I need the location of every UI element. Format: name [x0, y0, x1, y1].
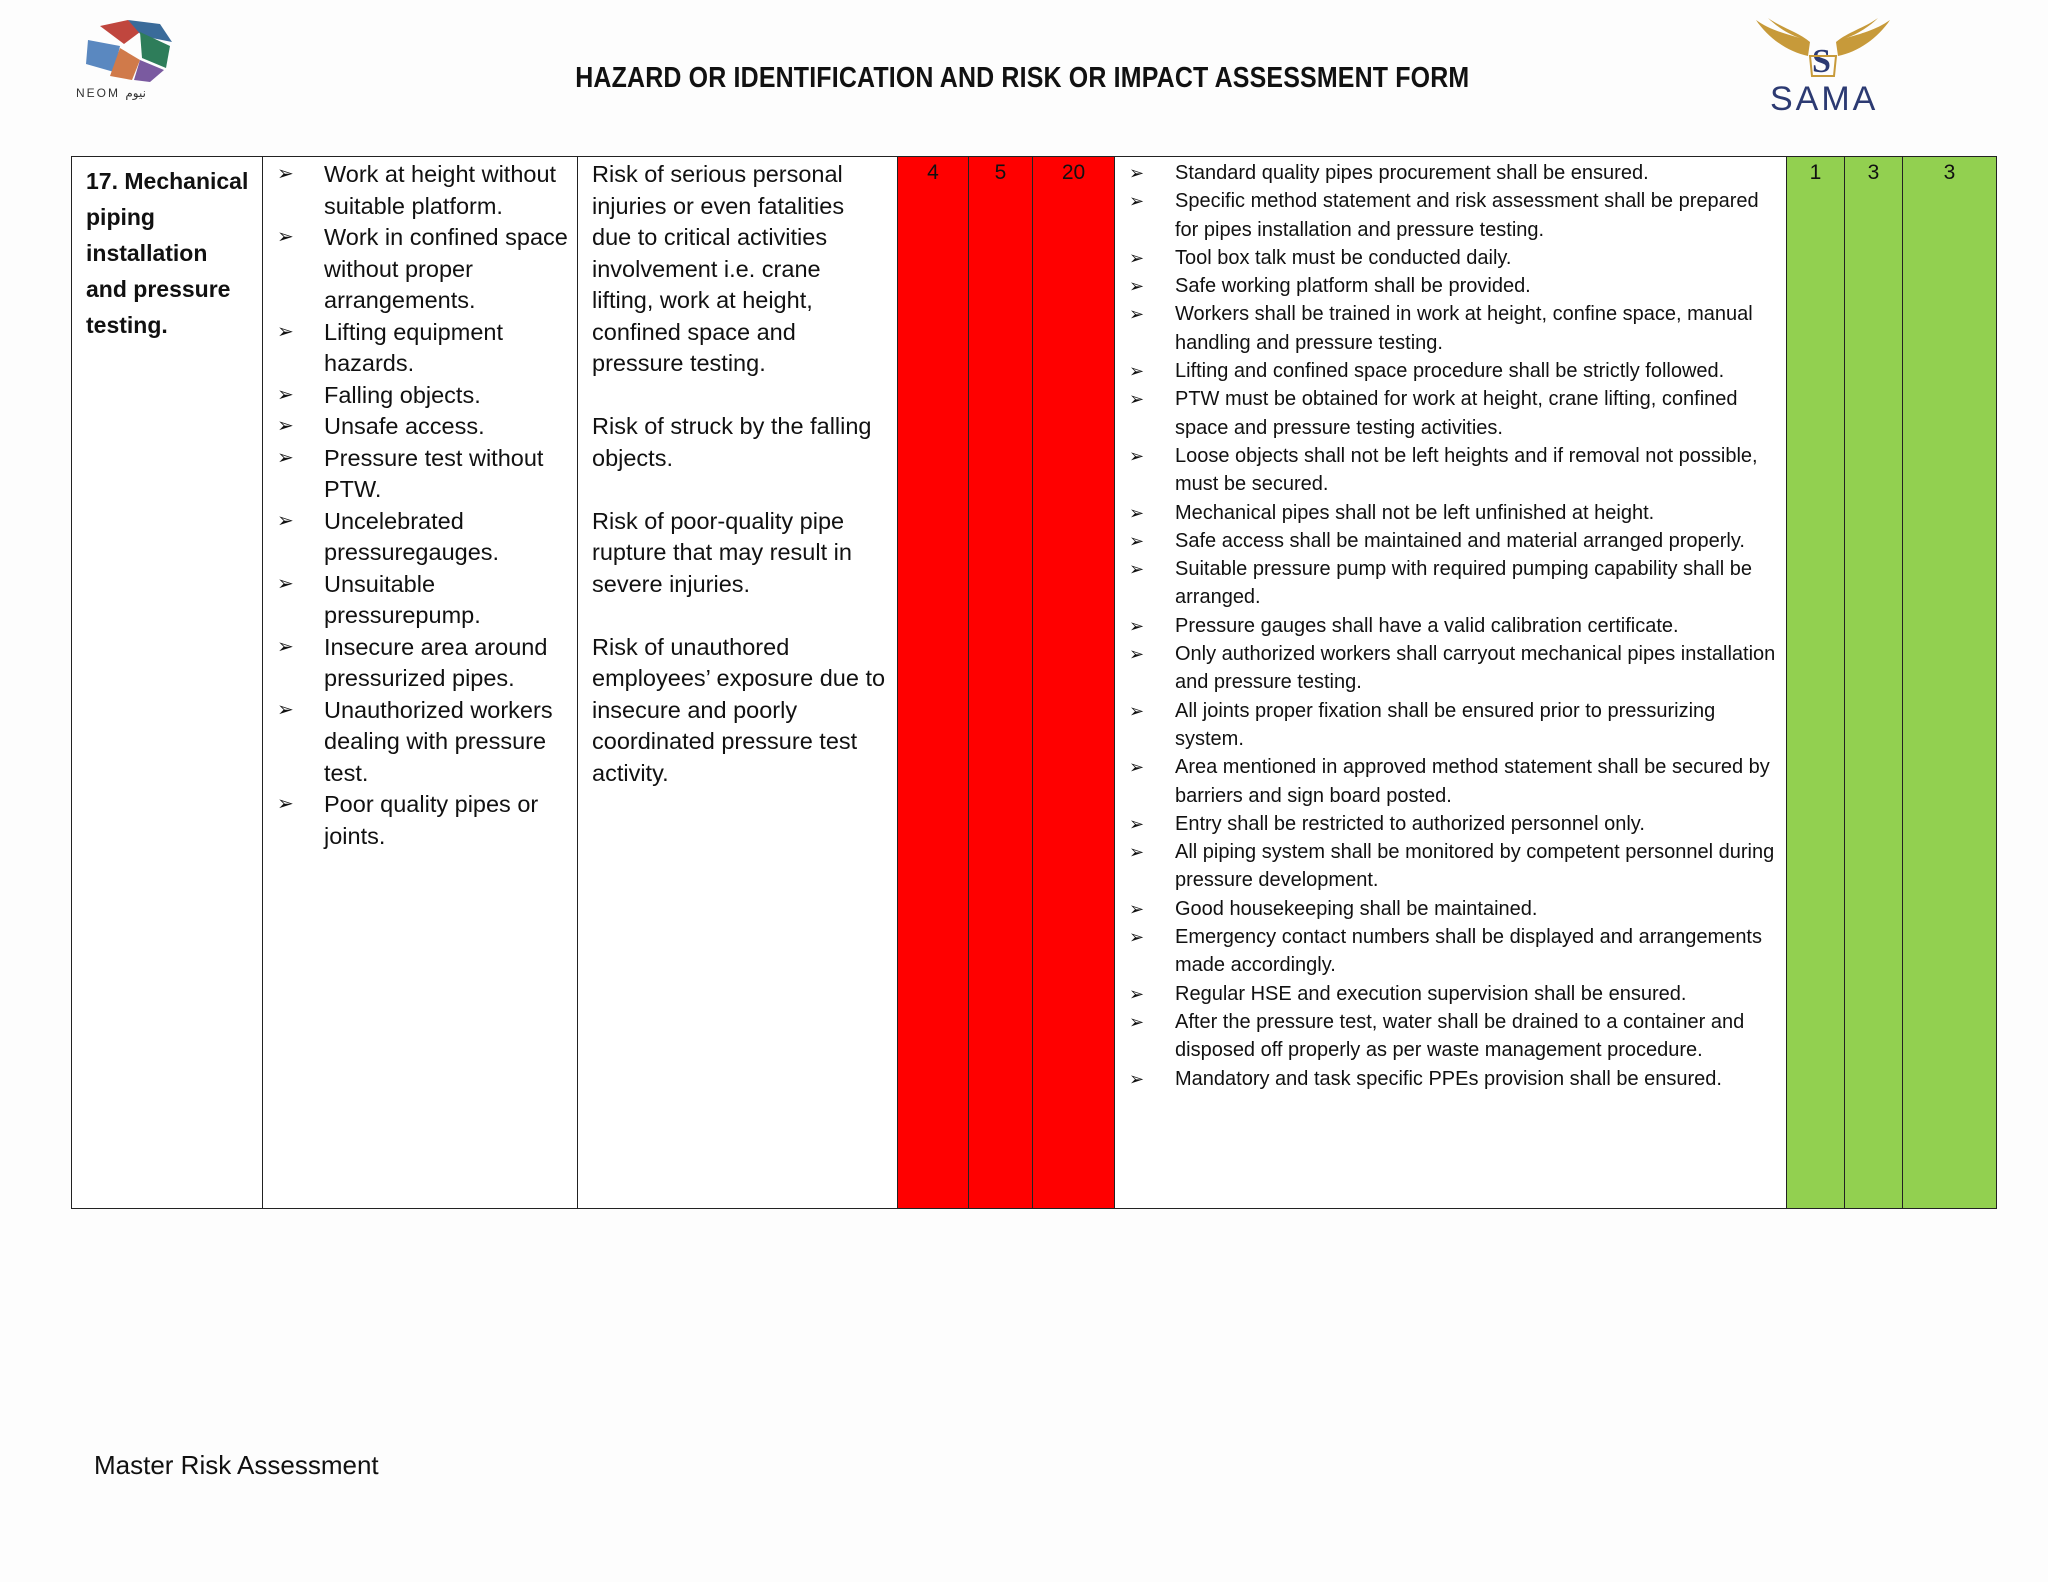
arrow-bullet-icon: ➢	[1129, 276, 1145, 297]
arrow-bullet-icon: ➢	[1129, 304, 1145, 325]
risk-item: Risk of poor-quality pipe rupture that may result in severe injuries.	[592, 507, 852, 597]
arrow-bullet-icon: ➢	[1129, 644, 1145, 665]
controls-cell	[1115, 157, 1787, 1209]
control-item-text: After the pressure test, water shall be drained to a container and disposed off properly as per waste management procedure.	[1175, 1010, 1745, 1062]
hazard-item-text: Unauthorized workers dealing with pressure test.	[324, 696, 553, 786]
arrow-bullet-icon: ➢	[277, 793, 294, 815]
arrow-bullet-icon: ➢	[277, 415, 294, 437]
control-item-text: Good housekeeping shall be maintained.	[1175, 897, 1538, 920]
arrow-bullet-icon: ➢	[1129, 842, 1145, 863]
control-item	[1129, 300, 1778, 357]
control-item	[1129, 697, 1778, 754]
control-item-text: Loose objects shall not be left heights and if removal not possible, must be secured.	[1175, 444, 1758, 496]
control-item-text: Only authorized workers shall carryout mechanical pipes installation and pressure testing.	[1175, 643, 1776, 694]
arrow-bullet-icon: ➢	[1129, 530, 1145, 551]
hazard-item	[277, 789, 571, 852]
arrow-bullet-icon: ➢	[277, 320, 294, 343]
svg-text:S: S	[1812, 43, 1831, 80]
arrow-bullet-icon: ➢	[1129, 559, 1145, 580]
arrow-bullet-icon: ➢	[277, 635, 294, 658]
hazard-item	[277, 317, 571, 380]
hazard-item-text: Work in confined space without proper arrangements.	[324, 224, 568, 313]
hazard-item	[277, 159, 571, 222]
control-item-text: Mechanical pipes shall not be left unfinished at height.	[1175, 501, 1655, 524]
activity-text: 17. Mechanical piping installation and pressure testing.	[86, 168, 249, 338]
hazard-item	[277, 443, 571, 506]
arrow-bullet-icon: ➢	[1129, 163, 1145, 183]
sama-logo-text: SAMA	[1770, 80, 1879, 118]
control-item	[1129, 527, 1778, 555]
control-item	[1129, 272, 1778, 300]
control-item	[1129, 980, 1778, 1008]
arrow-bullet-icon: ➢	[277, 572, 294, 595]
hazard-item-text: Unsafe access.	[324, 413, 485, 439]
residual-likelihood-cell: 1	[1787, 157, 1845, 1209]
control-item	[1129, 159, 1778, 187]
control-item-text: Suitable pressure pump with required pumping capability shall be arranged.	[1175, 558, 1752, 609]
risk-assessment-table	[71, 156, 1997, 1209]
arrow-bullet-icon: ➢	[1129, 247, 1145, 268]
risk-item: Risk of serious personal injuries or even fatalities due to critical activities involvement i.e. crane lifting, work at height, confined space and pressure testing.	[592, 161, 845, 376]
arrow-bullet-icon: ➢	[1129, 700, 1145, 721]
hazard-item	[277, 411, 571, 443]
initial-likelihood-cell: 4	[898, 157, 969, 1209]
control-item-text: Lifting and confined space procedure shall be strictly followed.	[1175, 360, 1725, 383]
initial-rating-cell: 20	[1033, 157, 1115, 1209]
footer-text: Master Risk Assessment	[94, 1450, 379, 1480]
arrow-bullet-icon: ➢	[1129, 983, 1145, 1004]
hazard-item-text: Uncelebrated pressuregauges.	[324, 507, 500, 565]
residual-severity-cell: 3	[1845, 157, 1903, 1209]
arrow-bullet-icon: ➢	[277, 698, 294, 721]
table-row	[72, 157, 1997, 1209]
risk-list	[592, 159, 887, 789]
control-item-text: Tool box talk must be conducted daily.	[1175, 246, 1512, 269]
control-item	[1129, 895, 1778, 923]
hazard-item	[277, 695, 571, 790]
control-item	[1129, 810, 1778, 838]
document-title: HAZARD OR IDENTIFICATION AND RISK OR IMPACT ASSESSMENT FORM	[575, 62, 1470, 94]
control-item	[1129, 1008, 1778, 1065]
control-item-text: Safe access shall be maintained and material arranged properly.	[1175, 529, 1745, 552]
arrow-bullet-icon: ➢	[1129, 757, 1145, 778]
control-item-text: Safe working platform shall be provided.	[1175, 275, 1531, 298]
arrow-bullet-icon: ➢	[277, 163, 294, 185]
control-item	[1129, 555, 1778, 612]
control-item-text: Specific method statement and risk assessment shall be prepared for pipes installation and pressure testing.	[1175, 190, 1759, 241]
hazard-item-text: Work at height without suitable platform.	[324, 161, 557, 219]
control-item	[1129, 385, 1778, 442]
risks-cell	[578, 157, 898, 1209]
arrow-bullet-icon: ➢	[1129, 898, 1145, 919]
neom-logo-text: NEOM نيوم	[76, 86, 146, 100]
control-item-text: All joints proper fixation shall be ensured prior to pressurizing system.	[1175, 699, 1716, 750]
control-item	[1129, 499, 1778, 527]
arrow-bullet-icon: ➢	[277, 383, 294, 406]
hazards-cell	[263, 157, 578, 1209]
arrow-bullet-icon: ➢	[1129, 927, 1145, 948]
activity-cell	[72, 157, 263, 1209]
control-item	[1129, 357, 1778, 385]
control-item-text: PTW must be obtained for work at height, crane lifting, confined space and pressure testing activities.	[1175, 388, 1738, 439]
control-item-text: Entry shall be restricted to authorized personnel only.	[1175, 812, 1645, 835]
control-item	[1129, 612, 1778, 640]
arrow-bullet-icon: ➢	[1129, 361, 1145, 382]
control-item	[1129, 442, 1778, 499]
hazard-item	[277, 222, 571, 317]
arrow-bullet-icon: ➢	[1129, 813, 1145, 834]
sama-logo	[1748, 16, 1898, 118]
arrow-bullet-icon: ➢	[1129, 191, 1145, 212]
hazard-item	[277, 632, 571, 695]
control-item	[1129, 838, 1778, 895]
control-item-text: Emergency contact numbers shall be displayed and arrangements made accordingly.	[1175, 926, 1762, 977]
control-item	[1129, 1065, 1778, 1093]
hazard-item-text: Falling objects.	[324, 381, 481, 408]
control-item-text: Mandatory and task specific PPEs provision shall be ensured.	[1175, 1067, 1722, 1090]
control-list	[1129, 159, 1778, 1093]
risk-item: Risk of struck by the falling objects.	[592, 413, 872, 471]
hazard-item-text: Unsuitable pressurepump.	[324, 570, 481, 628]
control-item-text: Standard quality pipes procurement shall be ensured.	[1175, 162, 1649, 184]
arrow-bullet-icon: ➢	[1129, 502, 1145, 523]
risk-item: Risk of unauthored employees’ exposure due to insecure and poorly coordinated pressure test activity.	[592, 633, 886, 786]
control-item	[1129, 923, 1778, 980]
arrow-bullet-icon: ➢	[1129, 615, 1145, 636]
arrow-bullet-icon: ➢	[1129, 1068, 1145, 1089]
initial-severity-cell: 5	[969, 157, 1033, 1209]
hazard-item	[277, 569, 571, 632]
control-item-text: Regular HSE and execution supervision shall be ensured.	[1175, 982, 1687, 1005]
hazard-item	[277, 380, 571, 412]
arrow-bullet-icon: ➢	[1129, 445, 1145, 466]
control-item-text: All piping system shall be monitored by competent personnel during pressure development.	[1175, 841, 1775, 892]
hazard-item-text: Pressure test without PTW.	[324, 444, 544, 502]
arrow-bullet-icon: ➢	[277, 446, 294, 469]
arrow-bullet-icon: ➢	[277, 509, 294, 532]
control-item-text: Area mentioned in approved method statement shall be secured by barriers and sign board posted.	[1175, 756, 1770, 807]
control-item	[1129, 640, 1778, 697]
arrow-bullet-icon: ➢	[1129, 389, 1145, 410]
control-item	[1129, 244, 1778, 272]
hazard-item-text: Insecure area around pressurized pipes.	[324, 633, 548, 691]
arrow-bullet-icon: ➢	[277, 226, 294, 248]
control-item-text: Workers shall be trained in work at height, confine space, manual handling and pressure testing.	[1175, 303, 1753, 354]
hazard-item	[277, 506, 571, 569]
control-item-text: Pressure gauges shall have a valid calibration certificate.	[1175, 614, 1679, 637]
hazard-list	[277, 159, 571, 852]
residual-rating-cell: 3	[1903, 157, 1997, 1209]
control-item	[1129, 753, 1778, 810]
hazard-item-text: Poor quality pipes or joints.	[324, 791, 539, 849]
arrow-bullet-icon: ➢	[1129, 1011, 1145, 1032]
hazard-item-text: Lifting equipment hazards.	[324, 318, 503, 376]
wings-icon	[1748, 16, 1898, 86]
control-item	[1129, 187, 1778, 244]
